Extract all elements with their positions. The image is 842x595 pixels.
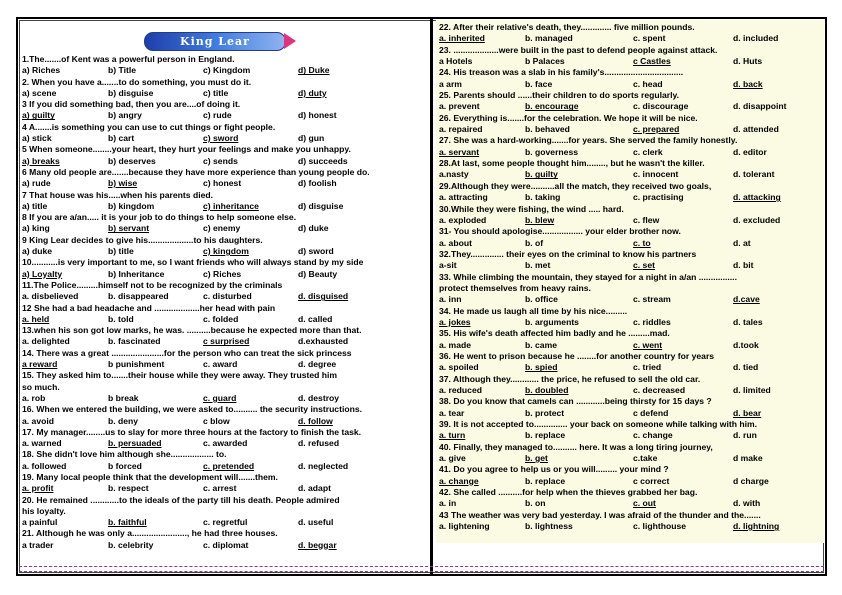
question-text: 15. They asked him to.......their house while they were away. They trusted him [22,370,338,381]
answer-option-correct: b. encourage [525,101,579,112]
answer-option: c.take [633,453,658,464]
question-text: 1.The.......of Kent was a powerful person in England. [22,54,235,64]
answer-option: b) Title [108,65,137,76]
answer-option: c. spent [633,33,666,44]
answer-option: c. arrest [203,483,237,494]
question-text: 30.While they were fishing, the wind ..... hard. [439,203,624,214]
answer-option-correct: c) sword [203,133,239,144]
answer-option: a. spoiled [439,362,479,373]
answer-option-correct: c. went [633,339,663,350]
answer-option: c) Kingdom [203,65,251,76]
answer-option: a.nasty [439,169,469,180]
answer-option: b. deny [108,415,139,426]
options-row [439,453,823,464]
right-column [436,20,824,543]
question-text: 2. When you have a.......to do something, you must do it. [22,76,252,87]
options-row [439,317,823,328]
answer-option-correct: b) servant [108,223,150,234]
answer-option: b. celebrity [108,539,154,550]
answer-option: a. followed [22,460,67,471]
answer-option: c. regretful [203,517,248,528]
answer-option: d. at [733,237,751,248]
question-text: 7 That house was his.....when his parents died. [22,189,214,200]
answer-option: d. adapt [298,483,331,494]
answer-option: b. arguments [525,316,579,327]
options-row [439,430,823,441]
answer-option: b) disguise [108,87,154,98]
options-row [439,192,823,203]
answer-option: c correct [633,475,670,486]
question-text: 35. His wife's death affected him badly and he .........mad. [439,328,670,339]
answer-option-correct: c) inheritance [203,200,259,211]
options-row [22,65,426,76]
answer-option: c) honest [203,178,242,189]
answer-option-correct: d. lightning [733,521,780,532]
question-text: 4 A.......is something you can use to cut things or fight people. [22,121,276,132]
options-row [439,408,823,419]
answer-option: c. change [633,430,673,441]
answer-option-correct: a. jokes [439,316,471,327]
answer-option: a. disbelieved [22,291,79,302]
answer-option-correct: d.cave [733,294,760,305]
answer-option: a. repaired [439,124,483,135]
answer-option-correct: d) Duke [298,65,330,76]
question-text: 17. My manager........us to slay for more three hours at the factory to finish the task. [22,426,362,437]
answer-option: c. riddles [633,316,671,327]
answer-option: b. protect [525,407,565,418]
answer-option: d charge [733,475,769,486]
answer-option: d. called [298,313,333,324]
answer-option-correct: d. back [733,78,763,89]
options-row [439,238,823,249]
answer-option: a. made [439,339,472,350]
question-text: 23. ...................were built in the past to defend people against attack. [439,44,718,55]
answer-option-correct: d. bear [733,407,762,418]
options-row [439,147,823,158]
answer-option: b. of [525,237,544,248]
options-row [22,359,426,370]
answer-option: d. tales [733,316,763,327]
answer-option: d) succeeds [298,155,348,166]
answer-option: d. editor [733,146,767,157]
options-row [439,521,823,532]
answer-option: d.took [733,339,759,350]
question-text: 11.The Police.........himself not to be recognized by the criminals [22,279,283,290]
options-row [22,336,426,347]
question-text: 16. When we entered the building, we were asked to.......... the security instructions. [22,404,363,415]
question-text: 34. He made us laugh all time by his nice......... [439,305,628,316]
answer-option-correct: a) Loyalty [22,268,63,279]
answer-option-correct: c surprised [203,336,250,347]
answer-option: a) duke [22,246,53,257]
answer-option: b. managed [525,33,573,44]
answer-option: a. prevent [439,101,480,112]
question-text: 38. Do you know that camels can ............being thirsty for 15 days ? [439,396,712,407]
answer-option-correct: b. faithful [108,517,147,528]
answer-option-correct: b. spied [525,362,558,373]
options-row [22,156,426,167]
question-text: 32.They.............. their eyes on the criminal to know his partners [439,248,697,259]
answer-option: a. avoid [22,415,54,426]
answer-option: b. taking [525,192,561,203]
answer-option: a-sit [439,260,457,271]
bottom-dashed-line-2 [19,571,824,572]
options-row [439,385,823,396]
answer-option: d) Beauty [298,268,338,279]
answer-option-correct: a reward [22,359,58,370]
question-text: 10...........is very important to me, so I want friends who will always stand by my side [22,257,364,268]
options-row [439,33,823,44]
question-text: 19. Many local people think that the development will.......them. [22,471,278,482]
question-text: 9 King Lear decides to give his...................to his daughters. [22,234,263,245]
answer-option-correct: d. attacking [733,192,781,203]
options-row [439,476,823,487]
answer-option-correct: a. servant [439,146,480,157]
answer-option: d) foolish [298,178,337,189]
question-text: 42. She called ..........for help when the thieves grabbed her bag. [439,487,698,498]
column-divider [430,18,433,575]
answer-option: c. clerk [633,146,663,157]
answer-option: c) rude [203,110,232,121]
answer-option: a) stick [22,133,52,144]
options-row [439,340,823,351]
answer-option: c) sends [203,155,238,166]
answer-option: c) enemy [203,223,241,234]
question-text: 25. Parents should ......their children to do sports regularly. [439,90,680,101]
answer-option-correct: a) breaks [22,155,60,166]
question-text: 26. Everything is.......for the celebration. We hope it will be nice. [439,112,698,123]
answer-option: b) kingdom [108,200,155,211]
answer-option: a Hotels [439,56,473,67]
answer-option: b. face [525,78,553,89]
options-row [439,101,823,112]
answer-option: c. practising [633,192,684,203]
answer-option: d) disguise [298,200,344,211]
options-row [439,169,823,180]
answer-option-correct: a. change [439,475,479,486]
answer-option: b forced [108,460,142,471]
answer-option: a. about [439,237,472,248]
answer-option-correct: a. turn [439,430,466,441]
answer-option-correct: d. beggar [298,539,337,550]
question-text: 18. She didn't love him although she.................. to. [22,449,227,460]
question-text-continued: so much. [22,381,60,392]
answer-option: a trader [22,539,54,550]
answer-option: a. delighted [22,336,70,347]
answer-option: d make [733,453,763,464]
answer-option: b. told [108,313,134,324]
options-row [22,483,426,494]
question-text: 8 If you are a/an..... it is your job to do things to help someone else. [22,212,297,223]
question-text: 5 When someone........your heart, they hurt your feelings and make you unhappy. [22,144,351,155]
answer-option: c. head [633,78,663,89]
answer-option-correct: d. disguised [298,291,349,302]
answer-option-correct: d) duty [298,87,327,98]
answer-option: b. respect [108,483,149,494]
options-row [22,246,426,257]
options-row [22,461,426,472]
options-row [22,178,426,189]
answer-option: c. tried [633,362,662,373]
answer-option: d. excluded [733,214,781,225]
question-text: 22. After their relative's death, they............. five million pounds. [439,22,695,32]
answer-option: a. warned [22,438,62,449]
options-row [22,393,426,404]
answer-option: b) Inheritance [108,268,165,279]
answer-option: d. disappoint [733,101,787,112]
left-column [22,28,426,551]
answer-option: c. folded [203,313,239,324]
question-text: 37. Although they............ the price, he refused to sell the old car. [439,373,701,384]
question-text: 31- You should apologise................. your elder brother now. [439,226,681,237]
answer-option: a. in [439,498,457,509]
answer-option-correct: a. held [22,313,50,324]
options-row [439,260,823,271]
answer-option-correct: c. set [633,260,655,271]
options-row [439,56,823,67]
page-title: King Lear [144,32,286,51]
question-text: 33. While climbing the mountain, they stayed for a night in a/an ................ [439,271,737,282]
answer-option: d. run [733,430,757,441]
answer-option: a. attracting [439,192,488,203]
answer-option: d. tolerant [733,169,775,180]
question-text: 27. She was a hard-working.......for years. She served the family honestly. [439,135,738,146]
question-text: 39. It is not accepted to.............. your back on someone while talking with him. [439,419,758,430]
question-text: 14. There was a great ......................for the person who can treat the sick princess [22,347,352,358]
answer-option: a) scene [22,87,57,98]
answer-option: b punishment [108,359,165,370]
answer-option: b. came [525,339,558,350]
options-row [439,362,823,373]
answer-option: d. attended [733,124,779,135]
answer-option: a painful [22,517,58,528]
answer-option-correct: c) kingdom [203,246,249,257]
options-row [22,291,426,302]
answer-option: a) title [22,200,48,211]
answer-option: b. disappeared [108,291,169,302]
question-text: 3 If you did something bad, then you are....of doing it. [22,99,241,110]
options-row [22,416,426,427]
answer-option: b) title [108,246,134,257]
answer-option: a. lightening [439,521,490,532]
answer-option: b. lightness [525,521,573,532]
options-row [22,540,426,551]
answer-option: b. governess [525,146,579,157]
answer-option-correct: d. follow [298,415,333,426]
answer-option: a arm [439,78,462,89]
answer-option: b. met [525,260,551,271]
answer-option: a. exploded [439,214,487,225]
answer-option: d) duke [298,223,329,234]
answer-option: c. lighthouse [633,521,686,532]
answer-option: c blow [203,415,230,426]
answer-option: c) title [203,87,229,98]
answer-option: d. included [733,33,779,44]
question-text-continued: protect themselves from heavy rains. [439,282,591,293]
answer-option: c. flew [633,214,660,225]
answer-option: d. degree [298,359,337,370]
answer-option: d.exhausted [298,336,349,347]
answer-option: c. diplomat [203,539,249,550]
answer-option: b Palaces [525,56,565,67]
bottom-dashed-line [19,566,824,567]
answer-option: b. replace [525,475,566,486]
answer-option: a) rude [22,178,51,189]
options-row [439,215,823,226]
answer-option: a) Riches [22,65,61,76]
question-list-left [22,54,426,551]
banner-arrow-icon [284,33,296,49]
question-text: 21. Although he was only a......................., he had three houses. [22,528,278,539]
options-row [439,498,823,509]
answer-option: b. fascinated [108,336,161,347]
options-row [22,269,426,280]
options-row [22,201,426,212]
answer-option: c. award [203,359,238,370]
answer-option-correct: c. prepared [633,124,680,135]
question-text: 28.At last, some people thought him........, but he wasn't the killer. [439,158,705,169]
answer-option: d) sword [298,246,334,257]
question-text: 43 The weather was very bad yesterday. I was afraid of the thunder and the....... [439,509,761,520]
answer-option: b. behaved [525,124,570,135]
answer-option: b) cart [108,133,135,144]
question-text: 12 She had a bad headache and ...................her head with pain [22,302,276,313]
answer-option: c) Riches [203,268,242,279]
answer-option-correct: b. doubled [525,385,569,395]
answer-option: d. useful [298,517,334,528]
answer-option: a. tear [439,407,465,418]
answer-option: d. refused [298,438,340,449]
answer-option-correct: b) wise [108,178,138,189]
answer-option: b. replace [525,430,566,441]
question-list-right [439,22,823,532]
question-text: 29.Although they were..........all the match, they received two goals, [439,180,712,191]
options-row [22,110,426,121]
answer-option: d. destroy [298,392,340,403]
options-row [439,124,823,135]
answer-option-correct: a. inherited [439,33,485,44]
answer-option-correct: a) guilty [22,110,55,121]
answer-option: c. innocent [633,169,679,180]
answer-option: d. neglected [298,460,349,471]
answer-option: b break [108,392,139,403]
answer-option-correct: b. persuaded [108,438,162,449]
answer-option: d. bit [733,260,754,271]
options-row [22,438,426,449]
options-row [22,223,426,234]
question-text: 40. Finally, they managed to.......... here. It was a long tiring journey, [439,441,713,452]
options-row [439,294,823,305]
answer-option: c. disturbed [203,291,252,302]
question-text: 13.when his son got low marks, he was. ..........because he expected more than that. [22,325,362,336]
question-text: 6 Many old people are.......because they have more experience than young people do. [22,166,370,177]
answer-option: b. office [525,294,558,305]
answer-option: a) king [22,223,50,234]
answer-option-correct: b. guilty [525,169,558,180]
answer-option: c. stream [633,294,671,305]
answer-option-correct: b. blew [525,214,555,225]
answer-option-correct: c Castles [633,56,671,67]
question-text: 41. Do you agree to help us or you will......... your mind ? [439,464,669,475]
question-text: 24. His treason was a slab in his family's................................. [439,67,684,78]
answer-option: a. reduced [439,385,482,395]
question-text: 36. He went to prison because he ........for another country for years [439,350,715,361]
answer-option-correct: c. out [633,498,656,509]
answer-option: a. give [439,453,466,464]
answer-option: c. decreased [633,385,686,395]
answer-option: a. inn [439,294,462,305]
answer-option: d. tied [733,362,759,373]
answer-option: b. on [525,498,546,509]
options-row [439,79,823,90]
answer-option: d. with [733,498,761,509]
answer-option: b) deserves [108,155,156,166]
title-banner [22,28,426,54]
options-row [22,133,426,144]
answer-option: c defend [633,407,669,418]
options-row [22,517,426,528]
answer-option: c. awarded [203,438,248,449]
answer-option: d. Huts [733,56,763,67]
answer-option: b) angry [108,110,142,121]
answer-option-correct: c. pretended [203,460,255,471]
question-text: 20. He remained ............to the ideals of the party till his death. People admired [22,494,340,505]
answer-option-correct: a. profit [22,483,54,494]
options-row [22,88,426,99]
answer-option-correct: c. guard [203,392,237,403]
answer-option: a. rob [22,392,46,403]
question-text-continued: his loyalty. [22,505,66,516]
answer-option: d. limited [733,385,771,395]
answer-option: d) gun [298,133,325,144]
answer-option: c. discourage [633,101,689,112]
answer-option-correct: c. to [633,237,651,248]
answer-option: d) honest [298,110,337,121]
options-row [22,314,426,325]
answer-option-correct: b. get [525,453,548,464]
